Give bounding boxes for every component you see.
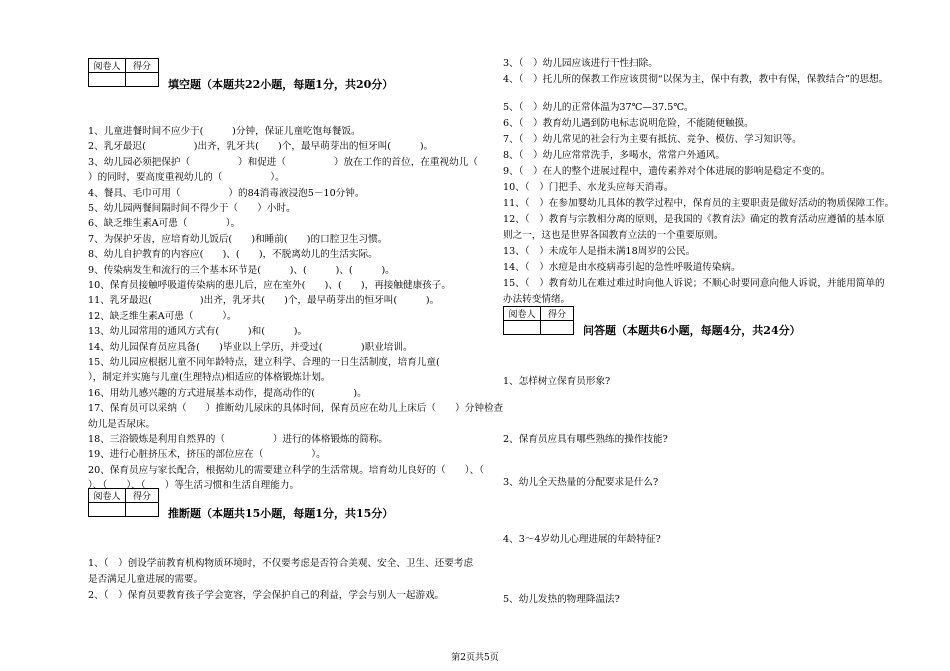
judge-question: 1、（ ）创设学前教育机构物质环境时，不仅要考虑是否符合美观、安全、卫生、还要考虑 <box>88 558 474 569</box>
fill-question: 19、进行心脏挤压术，挤压的部位应在（ ）。 <box>88 449 326 461</box>
judge-question: 11、（ ）在参加婴幼儿具体的教学过程中，保育员的主要职责是做好活动的物质保障工作。 <box>503 198 895 209</box>
qa-question: 1、怎样树立保育员形象? <box>503 376 611 387</box>
judge-question: 2、（ ）保育员要教育孩子学会宽容，学会保护自己的利益，学会与别人一起游戏。 <box>88 590 445 601</box>
judge-section-title: 推断题（本题共15小题，每题1分，共15分） <box>168 507 394 520</box>
fill-section-title: 填空题（本题共22小题，每题1分，共20分） <box>168 78 394 91</box>
fill-question: 13、幼儿园常用的通风方式有( )和( )。 <box>88 326 308 338</box>
fill-question: ）、（ ）、（ ）等生活习惯和生活自理能力。 <box>88 480 300 492</box>
judge-question: 14、（ ）水痘是由水疫病毒引起的急性呼吸道传染病。 <box>503 262 741 273</box>
score-box-fill <box>88 58 159 87</box>
fill-question: ），制定并实施与儿童(生理特点)相适应的体格锻炼计划。 <box>88 372 331 384</box>
score-box-qa <box>503 306 574 335</box>
judge-question: 8、（ ）幼儿应常常洗手，多喝水，常常户外通风。 <box>503 150 725 161</box>
fill-question: 15、幼儿园应根据儿童不同年龄特点，建立科学、合理的一日生活制度，培育儿童( <box>88 357 440 368</box>
qa-section-title: 问答题（本题共6小题，每题4分，共24分） <box>583 324 801 337</box>
fill-question: ）的同时，要高度重视幼儿的（ ）。 <box>88 172 285 184</box>
judge-question: 5、（ ）幼儿的正常体温为37℃—37.5℃。 <box>503 102 694 113</box>
score-box-header-grader: 阅卷人 <box>89 489 126 503</box>
qa-question: 3、幼儿全天热量的分配要求是什么? <box>503 477 659 488</box>
judge-question: 9、（ ）在人的整个进展过程中，遗传素养对个体进展的影响是稳定不变的。 <box>503 166 831 177</box>
judge-question: 12、（ ）教育与宗教相分离的原则，是我国的《教育法》确定的教育活动应遵循的基本原 <box>503 214 885 225</box>
judge-question: 10、（ ）门把手、水龙头应每天消毒。 <box>503 182 674 193</box>
judge-question: 6、（ ）教育幼儿遇到防电标志说明危险，不能随便触摸。 <box>503 118 754 129</box>
judge-question: 13、（ ）未成年人是指未满18周岁的公民。 <box>503 246 696 257</box>
qa-question: 4、3～4岁幼儿心理进展的年龄特征? <box>503 534 661 545</box>
judge-question: 7、（ ）幼儿常见的社会行为主要有抵抗、竞争、模仿、学习知识等。 <box>503 134 802 145</box>
fill-question: 10、保育员接触呼吸道传染病的患儿后，应在室外( )、( )，再接触健康孩子。 <box>88 280 451 291</box>
page-footer: 第2页共5页 <box>451 653 499 663</box>
judge-question: 则之一，这也是世界各国教育立法的一个重要原则。 <box>503 230 724 241</box>
fill-question: 幼儿是否尿床。 <box>88 418 156 430</box>
fill-question: 2、乳牙最迟( )出齐，乳牙共( )个，最早萌芽出的恒牙叫( )。 <box>88 141 434 153</box>
fill-question: 16、用幼儿感兴趣的方式进展基本动作，提高动作的( )。 <box>88 387 367 399</box>
fill-question: 11、乳牙最迟( )出齐，乳牙共( )个，最早萌芽出的恒牙叫( )。 <box>88 295 440 307</box>
fill-question: 18、三浴锻炼是利用自然界的（ ）进行的体格锻炼的简称。 <box>88 434 389 445</box>
fill-question: 8、幼儿自护教育的内容应( )、( )，不脱离幼儿的生活实际。 <box>88 249 378 261</box>
fill-question: 4、餐具、毛巾可用（ ）的84消毒液浸泡5－10分钟。 <box>88 187 365 199</box>
qa-question: 2、保育员应具有哪些熟练的操作技能? <box>503 434 668 445</box>
score-box-header-score: 得分 <box>126 59 159 73</box>
fill-question: 5、幼儿园两餐间隔时间不得少于（ ）小时。 <box>88 203 296 214</box>
score-box-header-score: 得分 <box>126 489 159 503</box>
fill-question: 1、儿童进餐时间不应少于( )分钟，保证儿童吃饱每餐饭。 <box>88 126 361 137</box>
judge-question: 办法转变情绪。 <box>503 294 571 305</box>
score-box-header-grader: 阅卷人 <box>504 307 541 321</box>
fill-question: 9、传染病发生和流行的三个基本环节是( )、( )、( )。 <box>88 264 395 276</box>
qa-question: 5、幼儿发热的物理降温法? <box>503 594 620 605</box>
score-box-judge <box>88 488 159 517</box>
fill-question: 3、幼儿园必须把保护（ ）和促进（ ）放在工作的首位，在重视幼儿（ <box>88 156 478 168</box>
score-box-header-grader: 阅卷人 <box>89 59 126 73</box>
fill-question: 12、缺乏维生素A可患（ ）。 <box>88 310 237 322</box>
judge-question: 是否满足儿童进展的需要。 <box>88 574 204 585</box>
judge-question: 15、（ ）教育幼儿在难过难过时向他人诉说；不顺心时要同意向他人诉说，并能用简单的 <box>503 278 885 289</box>
judge-question: 3、（ ）幼儿园应该进行干性扫除。 <box>503 58 658 69</box>
fill-question: 7、为保护牙齿，应培育幼儿饭后( )和睡前( )的口腔卫生习惯。 <box>88 233 388 245</box>
fill-question: 17、保育员可以采纳（ ）推断幼儿尿床的具体时间，保育员应在幼儿上床后（ ）分钟检查 <box>88 403 504 415</box>
fill-question: 14、幼儿园保育员应具备( )毕业以上学历，并受过( )职业培训。 <box>88 341 413 353</box>
fill-question: 20、保育员应与家长配合，根据幼儿的需要建立科学的生活常规。培育幼儿良好的（ ）、（ <box>88 464 484 476</box>
judge-question: 4、（ ）托儿所的保教工作应该贯彻“以保为主，保中有教，教中有保，保教结合”的思想。 <box>503 74 889 85</box>
score-box-header-score: 得分 <box>541 307 574 321</box>
fill-question: 6、缺乏维生素A可患（ ）。 <box>88 218 241 230</box>
